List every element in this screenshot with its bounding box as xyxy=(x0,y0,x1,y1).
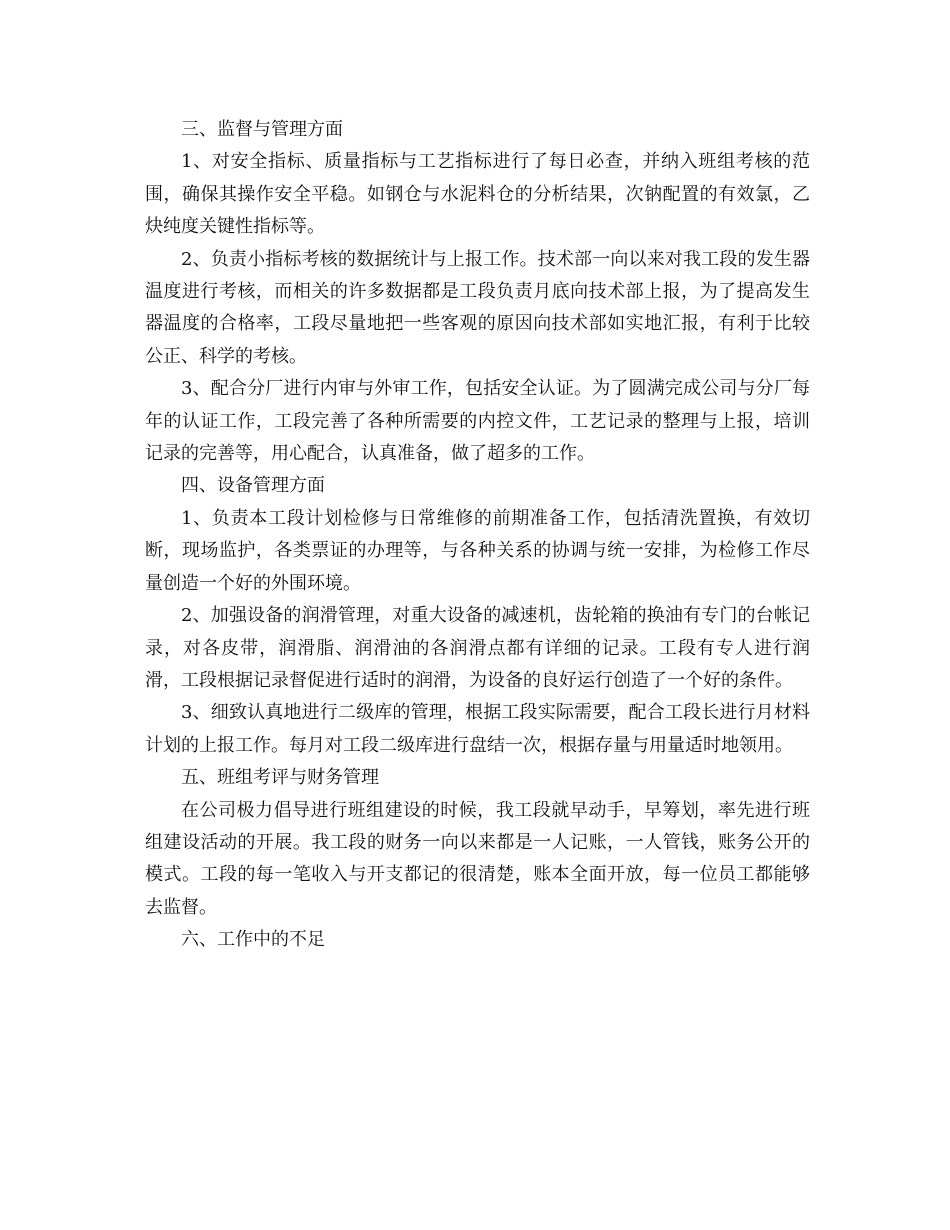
paragraph: 3、细致认真地进行二级库的管理，根据工段实际需要，配合工段长进行月材料计划的上报工作。每月对工段二级库进行盘结一次，根据存量与用量适时地领用。 xyxy=(145,702,810,756)
paragraph: 1、负责本工段计划检修与日常维修的前期准备工作，包括清洗置换，有效切断，现场监护，各类票证的办理等，与各种关系的协调与统一安排，为检修工作尽量创造一个好的外围环境。 xyxy=(145,507,810,594)
section-heading-supervision: 三、监督与管理方面 xyxy=(181,119,343,140)
section-heading-equipment: 四、设备管理方面 xyxy=(181,475,325,497)
paragraph: 1、对安全指标、质量指标与工艺指标进行了每日必查，并纳入班组考核的范围，确保其操作安全平稳。如钢仓与水泥料仓的分析结果，次钠配置的有效氯，乙炔纯度关键性指标等。 xyxy=(145,151,810,238)
section-heading-team-finance: 五、班组考评与财务管理 xyxy=(181,767,379,789)
paragraph: 2、负责小指标考核的数据统计与上报工作。技术部一向以来对我工段的发生器温度进行考核，而相关的许多数据都是工段负责月底向技术部上报，为了提高发生器温度的合格率，工段尽量地把一些客观的原因向技术部如实地汇报，有利于比较公正、科学的考核。 xyxy=(145,248,810,367)
document-body xyxy=(145,114,810,957)
paragraph: 在公司极力倡导进行班组建设的时候，我工段就早动手，早筹划，率先进行班组建设活动的开展。我工段的财务一向以来都是一人记账，一人管钱，账务公开的模式。工段的每一笔收入与开支都记的很清楚，账本全面开放，每一位员工都能够去监督。 xyxy=(145,799,810,918)
paragraph: 3、配合分厂进行内审与外审工作，包括安全认证。为了圆满完成公司与分厂每年的认证工作，工段完善了各种所需要的内控文件，工艺记录的整理与上报，培训记录的完善等，用心配合，认真准备，做了超多的工作。 xyxy=(145,378,810,465)
section-heading-shortcomings: 六、工作中的不足 xyxy=(181,929,325,951)
paragraph: 2、加强设备的润滑管理，对重大设备的减速机，齿轮箱的换油有专门的台帐记录，对各皮带，润滑脂、润滑油的各润滑点都有详细的记录。工段有专人进行润滑，工段根据记录督促进行适时的润滑，为设备的良好运行创造了一个好的条件。 xyxy=(145,605,810,691)
